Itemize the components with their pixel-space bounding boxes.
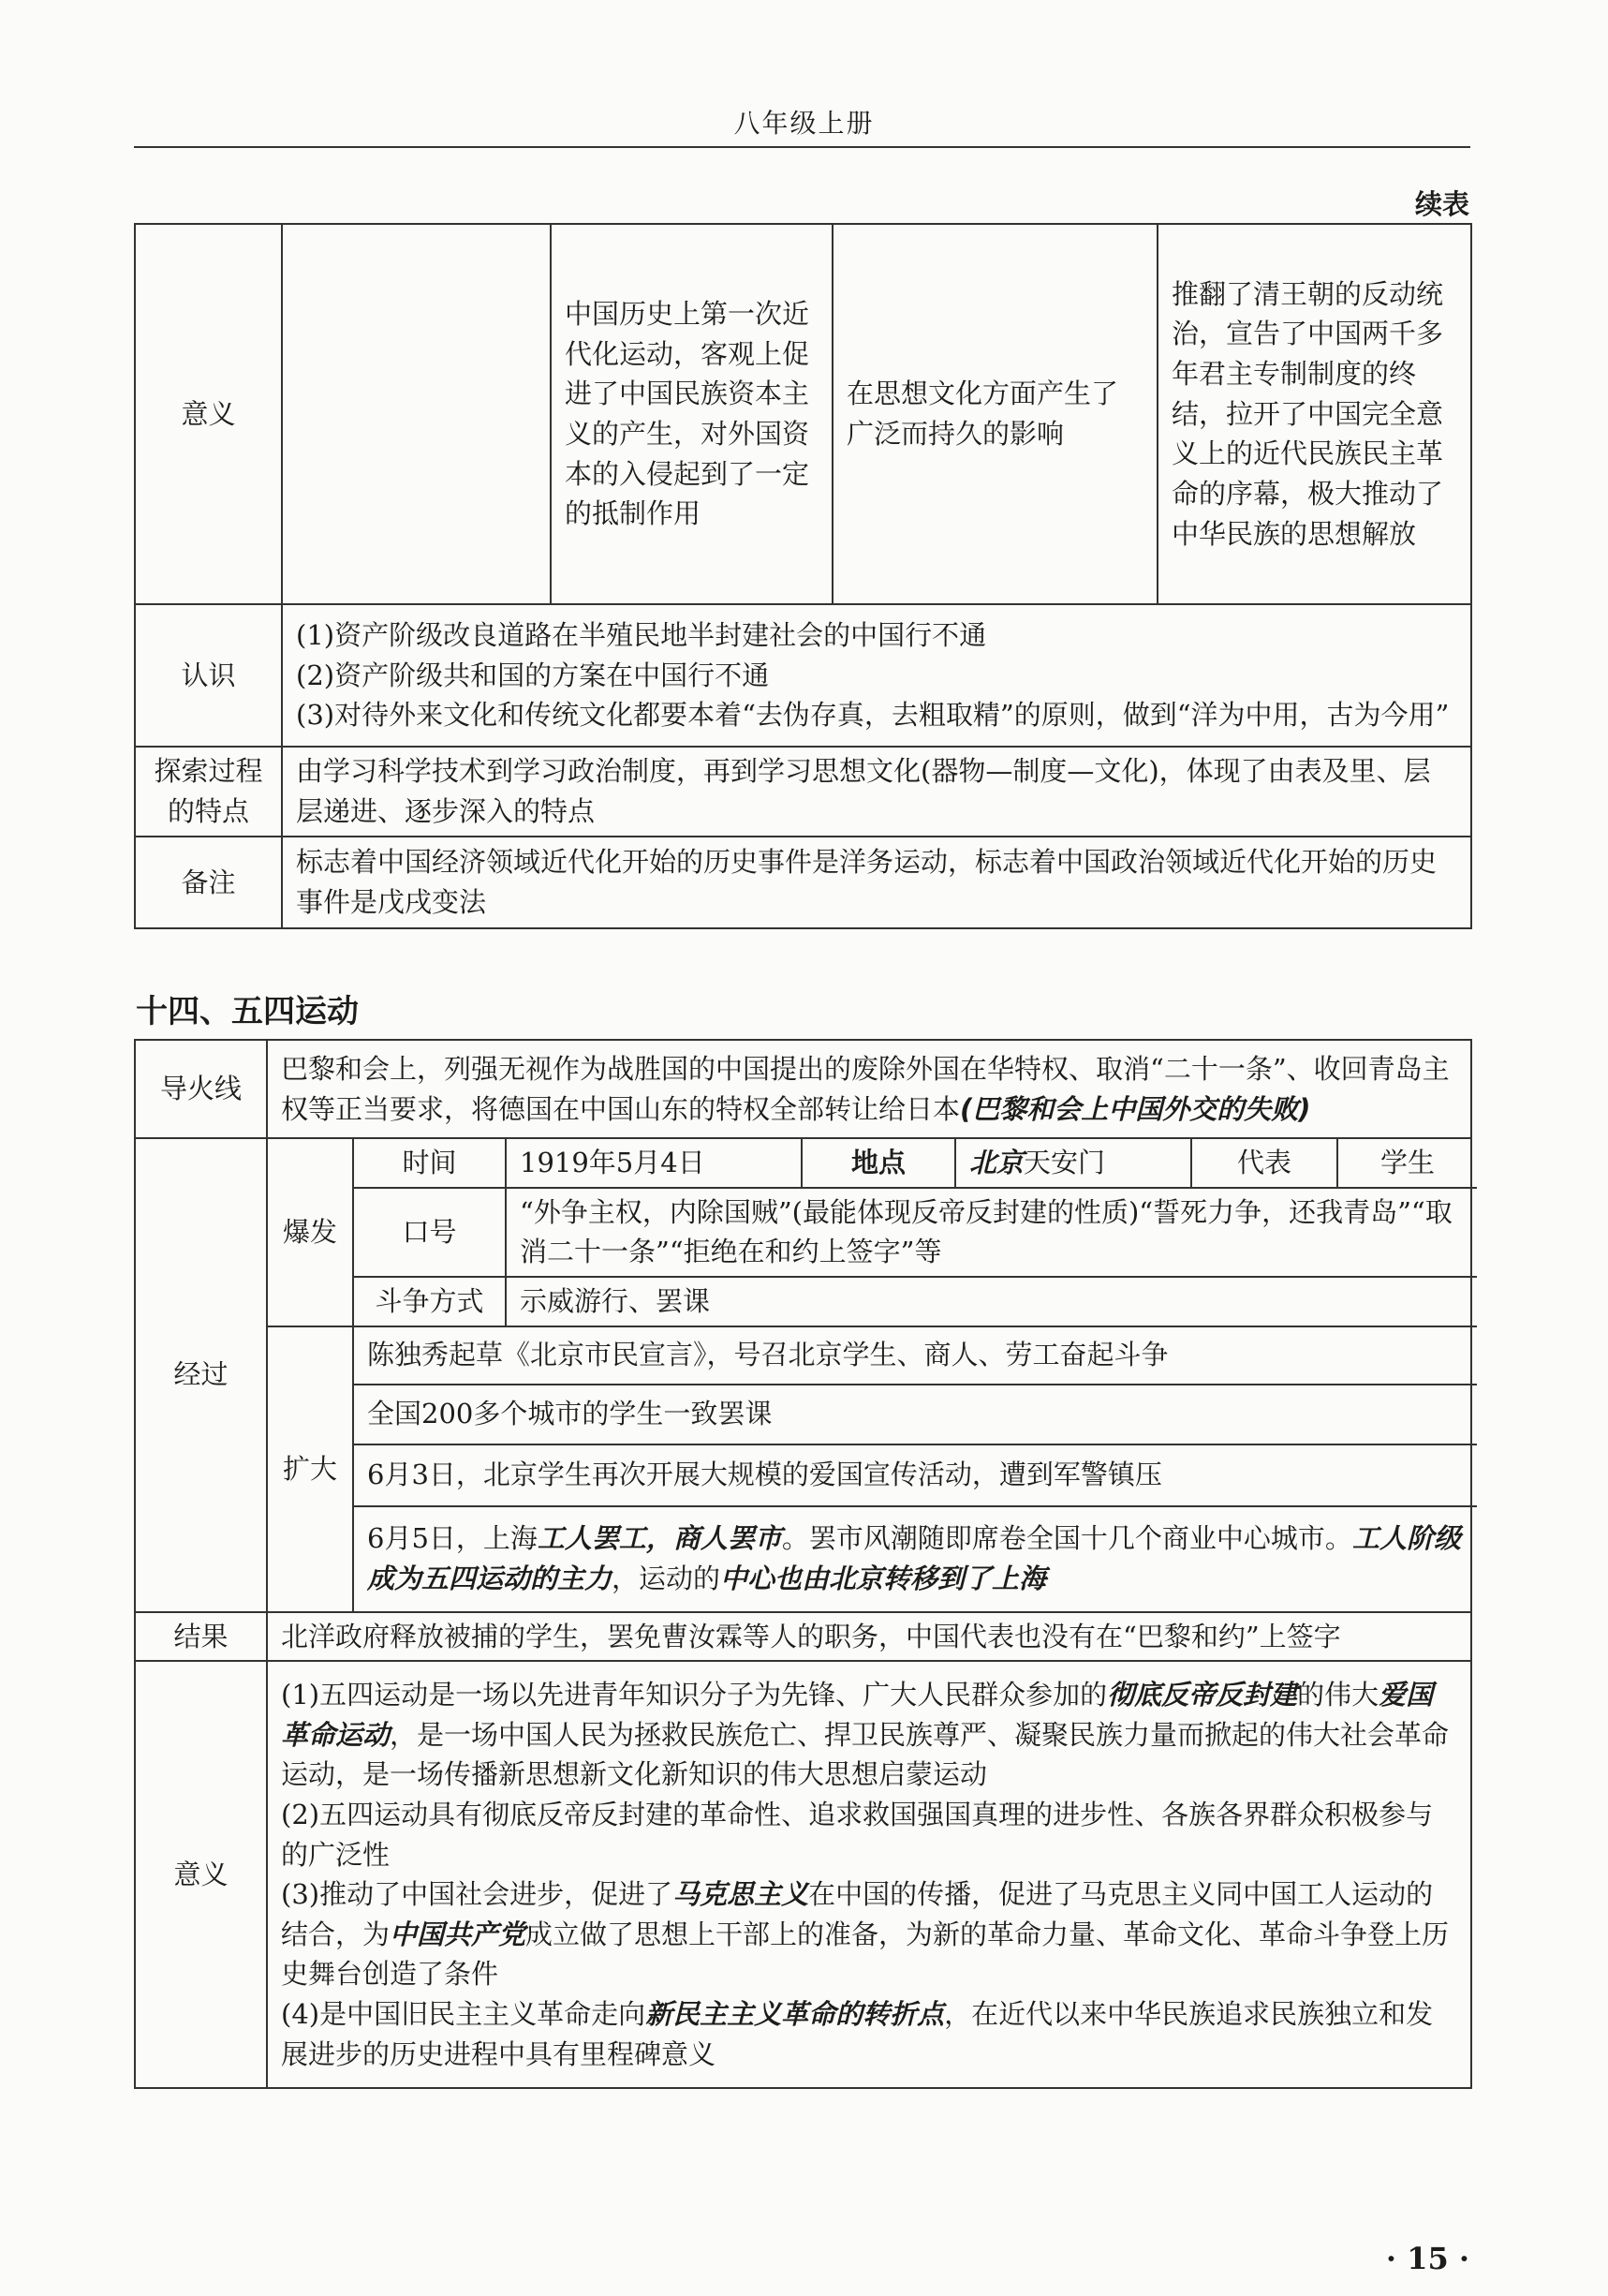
meaning-3c: 在中国的传播，促进了马克思主义同中国工人运动的结合，为 bbox=[281, 1878, 1434, 1950]
row-label-exploration-features: 探索过程的特点 bbox=[135, 747, 282, 837]
row-label-result: 结果 bbox=[135, 1612, 267, 1662]
method-label: 斗争方式 bbox=[353, 1277, 506, 1326]
section-title: 十四、五四运动 bbox=[136, 993, 359, 1030]
meaning-1e: ，是一场中国人民为拯救民族危亡、捍卫民族尊严、凝聚民族力量而掀起的伟大社会革命运动，是一场传播新思想新文化新知识的伟大思想启蒙运动 bbox=[281, 1718, 1450, 1791]
rep-value: 学生 bbox=[1337, 1139, 1477, 1188]
meaning-3b: 马克思主义 bbox=[672, 1878, 809, 1911]
expansion-1: 陈独秀起草《北京市民宣言》，号召北京学生、商人、劳工奋起斗争 bbox=[353, 1326, 1477, 1385]
place-value bbox=[955, 1139, 1191, 1188]
meaning-3e: 成立做了思想上干部上的准备，为新的革命力量、革命文化、革命斗争登上历史舞台创造了条件 bbox=[281, 1918, 1450, 1991]
row-label-notes: 备注 bbox=[135, 837, 282, 928]
meaning-4b: 新民主主义革命的转折点 bbox=[645, 1998, 945, 2030]
cell-exploration-features: 由学习科学技术到学习政治制度，再到学习思想文化(器物—制度—文化)，体现了由表及里、层层递进、逐步深入的特点 bbox=[282, 747, 1471, 837]
row-meaning bbox=[135, 1661, 1471, 2088]
place-rest: 天安门 bbox=[1024, 1147, 1106, 1178]
cell-significance-4: 推翻了清王朝的反动统治，宣告了中国两千多年君主专制制度的终结，拉开了中国完全意义上的近代民族民主革命的序幕，极大推动了中华民族的思想解放 bbox=[1158, 224, 1471, 604]
row-trigger bbox=[135, 1040, 1471, 1138]
sub-label-outbreak: 爆发 bbox=[268, 1139, 353, 1326]
meaning-para-3 bbox=[281, 1874, 1457, 1994]
slogan-text: “外争主权，内除国贼”(最能体现反帝反封建的性质)“誓死力争，还我青岛”“取消二十一条”“拒绝在和约上签字”等 bbox=[506, 1188, 1477, 1277]
meaning-1d: 爱国革命运动 bbox=[281, 1679, 1434, 1751]
cell-notes: 标志着中国经济领域近代化开始的历史事件是洋务运动，标志着中国政治领域近代化开始的历史事件是戊戌变法 bbox=[282, 837, 1471, 928]
cell-process bbox=[267, 1138, 1471, 1612]
process-subtable bbox=[268, 1139, 1477, 1611]
meaning-3a: (3)推动了中国社会进步，促进了 bbox=[281, 1878, 673, 1911]
method-text: 示威游行、罢课 bbox=[506, 1277, 1477, 1326]
cell-significance-3: 在思想文化方面产生了广泛而持久的影响 bbox=[833, 224, 1158, 604]
cell-meaning bbox=[267, 1661, 1471, 2088]
row-significance bbox=[135, 224, 1471, 604]
meaning-1a: (1)五四运动是一场以先进青年知识分子为先锋、广大人民群众参加的 bbox=[281, 1679, 1108, 1711]
row-understanding bbox=[135, 604, 1471, 747]
row-label-understanding: 认识 bbox=[135, 604, 282, 747]
expansion-4-text-c: 。罢市风潮随即席卷全国十几个商业中心城市。 bbox=[781, 1522, 1352, 1555]
row-notes bbox=[135, 837, 1471, 928]
cell-significance-2: 中国历史上第一次近代化运动，客观上促进了中国民族资本主义的产生，对外国资本的入侵起到了一定的抵制作用 bbox=[551, 224, 833, 604]
expansion-4-bold-b: 工人罢工，商人罢市 bbox=[537, 1522, 782, 1555]
cell-trigger bbox=[267, 1040, 1471, 1138]
meaning-4c: ，在近代以来中华民族追求民族独立和发展进步的历史进程中具有里程碑意义 bbox=[281, 1998, 1434, 2070]
time-label: 时间 bbox=[353, 1139, 506, 1188]
expansion-2: 全国200多个城市的学生一致罢课 bbox=[353, 1385, 1477, 1444]
meaning-1c: 的伟大 bbox=[1297, 1679, 1379, 1711]
rep-label: 代表 bbox=[1191, 1139, 1337, 1188]
meaning-para-2: (2)五四运动具有彻底反帝反封建的革命性、追求救国强国真理的进步性、各族各界群众积极参与的广泛性 bbox=[281, 1798, 1434, 1871]
page-header-title: 八年级上册 bbox=[733, 108, 875, 139]
expansion-4-bold-f: 中心也由北京转移到了上海 bbox=[720, 1563, 1047, 1594]
time-value: 1919年5月4日 bbox=[506, 1139, 802, 1188]
row-result bbox=[135, 1612, 1471, 1662]
history-summary-table bbox=[134, 223, 1472, 929]
expansion-4-text-a: 6月5日，上海 bbox=[367, 1522, 538, 1555]
slogan-label: 口号 bbox=[353, 1188, 506, 1277]
place-bold: 北京 bbox=[969, 1147, 1025, 1178]
understanding-line-2: (2)资产阶级共和国的方案在中国行不通 bbox=[296, 659, 770, 691]
meaning-4a: (4)是中国旧民主主义革命走向 bbox=[281, 1998, 646, 2030]
expansion-3: 6月3日，北京学生再次开展大规模的爱国宣传活动，遭到军警镇压 bbox=[353, 1444, 1477, 1506]
continued-label: 续表 bbox=[1414, 188, 1469, 220]
trigger-bold-note: (巴黎和会上中国外交的失败) bbox=[960, 1092, 1311, 1125]
may-fourth-table bbox=[134, 1039, 1472, 2089]
row-label-process: 经过 bbox=[135, 1138, 267, 1612]
sub-label-expansion: 扩大 bbox=[268, 1326, 353, 1611]
understanding-line-1: (1)资产阶级改良道路在半殖民地半封建社会的中国行不通 bbox=[296, 619, 987, 652]
row-label-meaning: 意义 bbox=[135, 1661, 267, 2088]
meaning-3d: 中国共产党 bbox=[390, 1918, 526, 1950]
understanding-line-3: (3)对待外来文化和传统文化都要本着“去伪存真，去粗取精”的原则，做到“洋为中用，古为今用” bbox=[296, 699, 1450, 732]
row-exploration-features bbox=[135, 747, 1471, 837]
trigger-text: 巴黎和会上，列强无视作为战胜国的中国提出的废除外国在华特权、取消“二十一条”、收回青岛主权等正当要求，将德国在中国山东的特权全部转让给日本 bbox=[281, 1052, 1450, 1125]
meaning-para-1 bbox=[281, 1675, 1457, 1795]
row-label-trigger: 导火线 bbox=[135, 1040, 267, 1138]
row-process bbox=[135, 1138, 1471, 1612]
expansion-4-text-e: ，运动的 bbox=[612, 1563, 721, 1594]
cell-understanding bbox=[282, 604, 1471, 747]
place-label: 地点 bbox=[802, 1139, 955, 1188]
header-rule bbox=[134, 146, 1470, 148]
meaning-1b: 彻底反帝反封建 bbox=[1107, 1679, 1298, 1711]
expansion-4-bold-d: 工人阶级成为五四运动的主力 bbox=[367, 1522, 1461, 1594]
page-number: · 15 · bbox=[1385, 2241, 1469, 2276]
expansion-4 bbox=[353, 1506, 1477, 1611]
cell-significance-1 bbox=[282, 224, 551, 604]
cell-result: 北洋政府释放被捕的学生，罢免曹汝霖等人的职务，中国代表也没有在“巴黎和约”上签字 bbox=[267, 1612, 1471, 1662]
meaning-para-4 bbox=[281, 1994, 1457, 2074]
row-label-significance: 意义 bbox=[135, 224, 282, 604]
